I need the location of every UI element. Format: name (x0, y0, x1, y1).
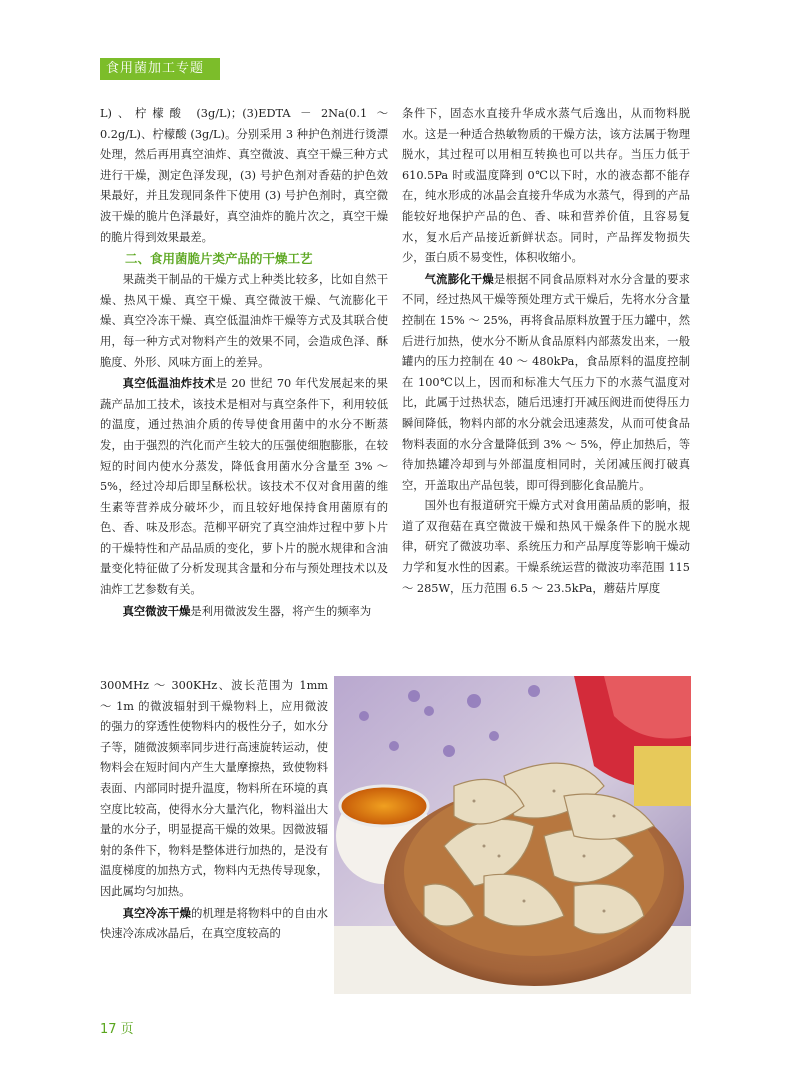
paragraph: 果蔬类干制品的干燥方式上种类比较多，比如自然干燥、热风干燥、真空干燥、真空微波干燥、气流膨化干燥、真空冷冻干燥、真空低温油炸干燥等方式及其联合使用，每一种方式对物料产生的效果不同，会造成色泽、酥脆度、外形、风味方面上的差异。 (100, 273, 388, 369)
paragraph: 条件下，固态水直接升华成水蒸气后逸出，从而物料脱水。这是一种适合热敏物质的干燥方法，该方法属于物理脱水，其过程可以用相互转换也可以共存。当压力低于 610.5Pa 时或温度降到 0℃以下时，水的液态都不能存在，纯水形成的冰晶会直接升华成为水蒸气，得到的产品能较好地保护产品的色、香、味和营养价值，且容易复水，复水后产品接近新鲜状态。同时，产品挥发物损失少，蛋白质不易变性，体积收缩小。 (402, 107, 690, 265)
section-title: 二、食用菌脆片类产品的干燥工艺 (125, 251, 313, 267)
right-column (402, 104, 690, 599)
paragraph-text: 是 20 世纪 70 年代发展起来的果蔬产品加工技术，该技术是相对与真空条件下，利用较低的温度，通过热油介质的传导使食用菌中的水分不断蒸发，由于强烈的汽化而产生较大的压强使细胞膨胀，在较短的时间内使水分蒸发，降低食用菌水分含量至 3% ～ 5%，经过冷却后即呈酥松状。该技术不仅对食用菌的维生素等营养成分破坏少，而且较好地保持食用菌原有的色、香、味及形态。范柳平研究了真空油炸过程中萝卜片的干燥特性和产品品质的变化，萝卜片的脱水规律和含油量变化特征做了分析发现其含量和分布与预处理技术以及油炸工艺参数有关。 (100, 377, 388, 597)
paragraph-text: 是根据不同食品原料对水分含量的要求不同，经过热风干燥等预处理方式干燥后，先将水分含量控制在 15% ～ 25%，再将食品原料放置于压力罐中，然后进行加热，使水分不断从食品原料内部蒸发出来，一般罐内的压力控制在 40 ～ 480kPa，食品原料的温度控制在 100℃以上，因而和标准大气压力下的水蒸气温度对比，此属于过热状态，随后迅速打开减压阀进而使得压力瞬间降低，物料内部的水分就会迅速蒸发，从而可使食品物料表面的水分含量降低到 3% ～ 5%，停止加热后，等待加热罐冷却到与外部温度相同时，关闭减压阀打破真空，开盖取出产品包装，即可得到膨化食品脆片。 (402, 272, 690, 492)
paragraph-text: 的机理是将物料中的自由水快速冷冻成冰晶后，在真空度较高的 (100, 906, 328, 941)
paragraph (100, 373, 388, 601)
photo-illustration (334, 676, 691, 994)
term-bold: 真空冷冻干燥 (122, 905, 192, 920)
left-column (100, 104, 388, 622)
section-tag: 食用菌加工专题 (100, 58, 220, 80)
left-column-narrow (100, 676, 328, 945)
paragraph (402, 269, 690, 497)
paragraph: 国外也有报道研究干燥方式对食用菌品质的影响，报道了双孢菇在真空微波干燥和热风干燥条件下的脱水规律，研究了微波功率、系统压力和产品厚度等影响干燥动力学和复水性的因素。干燥系统运营的微波功率范围 115 ～ 285W，压力范围 6.5 ～ 23.5kPa，蘑菇片厚度 (402, 499, 690, 595)
paragraph-text: 是利用微波发生器，将产生的频率为 (190, 604, 372, 618)
term-bold: 气流膨化干燥 (424, 271, 494, 286)
term-bold: 真空微波干燥 (122, 603, 191, 618)
page-number: 17 页 (100, 1022, 134, 1037)
term-bold: 真空低温油炸技术 (122, 376, 216, 391)
paragraph: L)、柠檬酸 (3g/L)；(3)EDTA － 2Na(0.1 ～ 0.2g/L)、柠檬酸 (3g/L)。分别采用 3 种护色剂进行烫漂处理，然后再用真空油炸、真空微波、真空干燥三种方式进行干燥，测定色泽发现，(3) 号护色剂对香菇的护色效果最好，并且发现同条件下使用 (3) 号护色剂时，真空微波干燥的脆片色泽最好，真空油炸的脆片次之，真空干燥的脆片得到效果最差。 (100, 107, 388, 244)
paragraph (100, 601, 388, 623)
paragraph (100, 903, 328, 945)
paragraph: 300MHz ～ 300KHz、波长范围为 1mm ～ 1m 的微波辐射到干燥物料上，应用微波的强力的穿透性使物料内的极性分子，如水分子等，随微波频率同步进行高速旋转运动，使物料会在短时间内产生大量摩擦热，致使物料表面、内部同时提升温度，物料所在环境的真空度比较高，使得水分大量汽化，物料溢出大量的水分子，明显提高干燥的效果。因微波辐射的条件下，物料是整体进行加热的，是没有温度梯度的加热方式，物料内无热传导现象，因此属均匀加热。 (100, 679, 328, 898)
mushroom-chips-photo (334, 676, 691, 994)
